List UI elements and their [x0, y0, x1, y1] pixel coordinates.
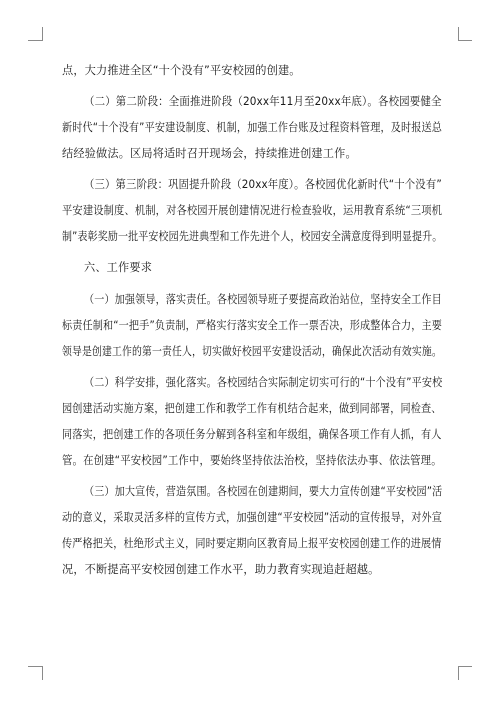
text-line: （一）加强领导，落实责任。各校园领导班子要提高政治站位，坚持安全工作目	[84, 293, 442, 306]
crop-mark-bottom-right-vertical	[458, 666, 459, 680]
text-line: 园创建活动实施方案，把创建工作和教学工作有机结合起来，做到同部署，同检查、	[62, 402, 442, 415]
text-line: 制”表彰奖励一批平安校园先进典型和工作先进个人，校园安全满意度得到明显提升。	[62, 230, 443, 243]
text-line: 动的意义，采取灵活多样的宣传方式，加强创建“平安校园”活动的宣传报导，对外宣	[62, 511, 443, 524]
crop-mark-bottom-left-vertical	[42, 666, 43, 680]
text-line: 传严格把关，杜绝形式主义，同时要定期向区教育局上报平安校园创建工作的进展情	[62, 537, 442, 550]
crop-mark-top-right-horizontal	[458, 40, 472, 41]
crop-mark-top-right-vertical	[458, 27, 459, 41]
text-line: 标责任制和“一把手”负责制，严格实行落实安全工作一票否决，形成整体合力，主要	[62, 319, 443, 332]
text-line: （二）第二阶段：全面推进阶段（20xx年11月至20xx年底）。各校园要健全	[84, 95, 442, 108]
text-line: （二）科学安排，强化落实。各校园结合实际制定切实可行的“十个没有”平安校	[84, 376, 443, 389]
crop-mark-bottom-left-horizontal	[28, 666, 42, 667]
text-line: （三）第三阶段：巩固提升阶段（20xx年度）。各校园优化新时代“十个没有”	[84, 178, 442, 191]
text-line: 同落实，把创建工作的各项任务分解到各科室和年级组，确保各项工作有人抓，有人	[62, 428, 442, 441]
crop-mark-top-left-vertical	[42, 27, 43, 41]
text-line: 领导是创建工作的第一责任人，切实做好校园平安建设活动，确保此次活动有效实施。	[62, 345, 442, 358]
text-line: 结经验做法。区局将适时召开现场会，持续推进创建工作。	[62, 147, 357, 160]
section-heading: 六、工作要求	[84, 261, 153, 274]
text-line: 管。在创建“平安校园”工作中，要始终坚持依法治校，坚持依法办事、依法管理。	[62, 454, 442, 467]
text-line: （三）加大宣传，营造氛围。各校园在创建期间，要大力宣传创建“平安校园”活	[84, 485, 443, 498]
text-line: 新时代“十个没有”平安建设制度、机制，加强工作台账及过程资料管理，及时报送总	[62, 121, 443, 134]
text-line: 点，大力推进全区“十个没有”平安校园的创建。	[62, 64, 301, 77]
text-line: 况，不断提高平安校园创建工作水平，助力教育实现追赶超越。	[62, 563, 380, 576]
crop-mark-top-left-horizontal	[28, 40, 42, 41]
crop-mark-bottom-right-horizontal	[458, 666, 472, 667]
text-line: 平安建设制度、机制，对各校园开展创建情况进行检查验收，运用教育系统“三项机	[62, 204, 443, 217]
